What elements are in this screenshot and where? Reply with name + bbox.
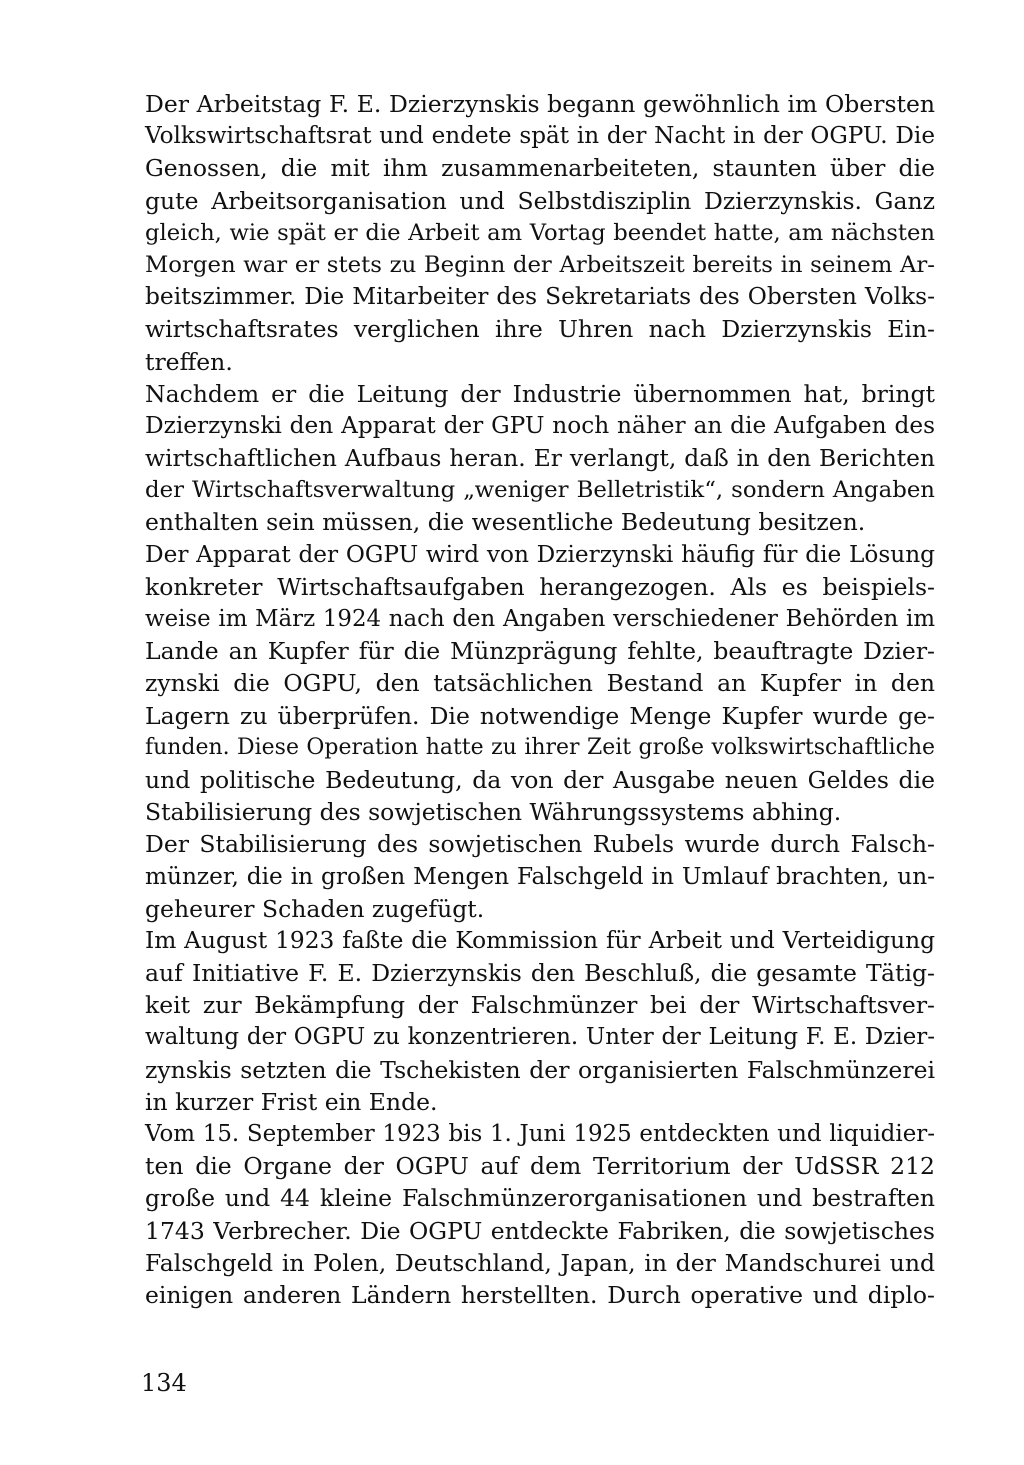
paragraph-6 bbox=[145, 1118, 935, 1311]
body-text bbox=[145, 88, 935, 1311]
text-line: Der Apparat der OGPU wird von Dzierzynski häufig für die Lösung bbox=[145, 540, 935, 568]
text-line: Vom 15. September 1923 bis 1. Juni 1925 entdeckten und liquidier- bbox=[145, 1121, 935, 1147]
text-line: treffen. bbox=[145, 347, 233, 376]
text-line: wirtschaftlichen Aufbaus heran. Er verlangt, daß in den Berichten bbox=[145, 444, 935, 473]
text-line: große und 44 kleine Falschmünzerorganisationen und bestraften bbox=[145, 1184, 935, 1213]
text-line: gleich, wie spät er die Arbeit am Vortag beendet hatte, am nächsten bbox=[145, 219, 935, 246]
paragraph-3 bbox=[145, 539, 935, 829]
text-line: gute Arbeitsorganisation und Selbstdisziplin Dzierzynskis. Ganz bbox=[145, 186, 935, 215]
text-line: zynski die OGPU, den tatsächlichen Bestand an Kupfer in den bbox=[145, 669, 935, 698]
text-line: Genossen, die mit ihm zusammenarbeiteten, staunten über die bbox=[145, 154, 935, 183]
text-line: Falschgeld in Polen, Deutschland, Japan, in der Mandschurei und bbox=[145, 1248, 935, 1277]
text-line: 1743 Verbrecher. Die OGPU entdeckte Fabriken, die sowjetisches bbox=[145, 1216, 935, 1245]
text-line: weise im März 1924 nach den Angaben verschiedener Behörden im bbox=[145, 606, 935, 632]
text-line: Morgen war er stets zu Beginn der Arbeitszeit bereits in seinem Ar- bbox=[145, 251, 935, 278]
text-line: ten die Organe der OGPU auf dem Territorium der UdSSR 212 bbox=[145, 1152, 935, 1181]
text-line: konkreter Wirtschaftsaufgaben herangezogen. Als es beispiels- bbox=[145, 572, 935, 601]
text-line: Volkswirtschaftsrat und endete spät in der Nacht in der OGPU. Die bbox=[145, 123, 935, 150]
text-line: funden. Diese Operation hatte zu ihrer Zeit große volkswirtschaftliche bbox=[145, 734, 935, 760]
paragraph-2 bbox=[145, 378, 935, 539]
text-line: Lande an Kupfer für die Münzprägung fehlte, beauftragte Dzier- bbox=[145, 637, 935, 666]
text-line: Der Arbeitstag F. E. Dzierzynskis begann gewöhnlich im Obersten bbox=[145, 90, 935, 118]
paragraph-5 bbox=[145, 925, 935, 1118]
text-line: Nachdem er die Leitung der Industrie übernommen hat, bringt bbox=[145, 379, 935, 408]
text-line: waltung der OGPU zu konzentrieren. Unter der Leitung F. E. Dzier- bbox=[145, 1024, 935, 1051]
text-line: einigen anderen Ländern herstellten. Durch operative und diplo- bbox=[145, 1280, 935, 1309]
paragraph-4 bbox=[145, 828, 935, 925]
text-line: und politische Bedeutung, da von der Ausgabe neuen Geldes die bbox=[145, 765, 935, 794]
text-line: Der Stabilisierung des sowjetischen Rubels wurde durch Falsch- bbox=[145, 830, 935, 859]
paragraph-1 bbox=[145, 88, 935, 378]
text-line: Lagern zu überprüfen. Die notwendige Menge Kupfer wurde ge- bbox=[145, 701, 935, 730]
text-line: zynskis setzten die Tschekisten der organisierten Falschmünzerei bbox=[145, 1055, 935, 1084]
text-line: geheurer Schaden zugefügt. bbox=[145, 894, 485, 923]
text-line: wirtschaftsrates verglichen ihre Uhren nach Dzierzynskis Ein- bbox=[145, 315, 935, 344]
text-line: beitszimmer. Die Mitarbeiter des Sekretariats des Obersten Volks- bbox=[145, 283, 935, 311]
text-line: auf Initiative F. E. Dzierzynskis den Beschluß, die gesamte Tätig- bbox=[145, 959, 935, 988]
text-line: enthalten sein müssen, die wesentliche Bedeutung besitzen. bbox=[145, 508, 866, 537]
text-line: münzer, die in großen Mengen Falschgeld in Umlauf brachten, un- bbox=[145, 862, 935, 890]
text-line: Im August 1923 faßte die Kommission für Arbeit und Verteidigung bbox=[145, 926, 935, 954]
text-line: der Wirtschaftsverwaltung „weniger Belletristik“, sondern Angaben bbox=[145, 477, 935, 504]
text-line: Stabilisierung des sowjetischen Währungssystems abhing. bbox=[145, 798, 842, 827]
page-number: 134 bbox=[141, 1369, 187, 1397]
text-line: in kurzer Frist ein Ende. bbox=[145, 1087, 438, 1116]
text-line: keit zur Bekämpfung der Falschmünzer bei der Wirtschaftsver- bbox=[145, 991, 935, 1020]
text-line: Dzierzynski den Apparat der GPU noch näher an die Aufgaben des bbox=[145, 411, 935, 439]
